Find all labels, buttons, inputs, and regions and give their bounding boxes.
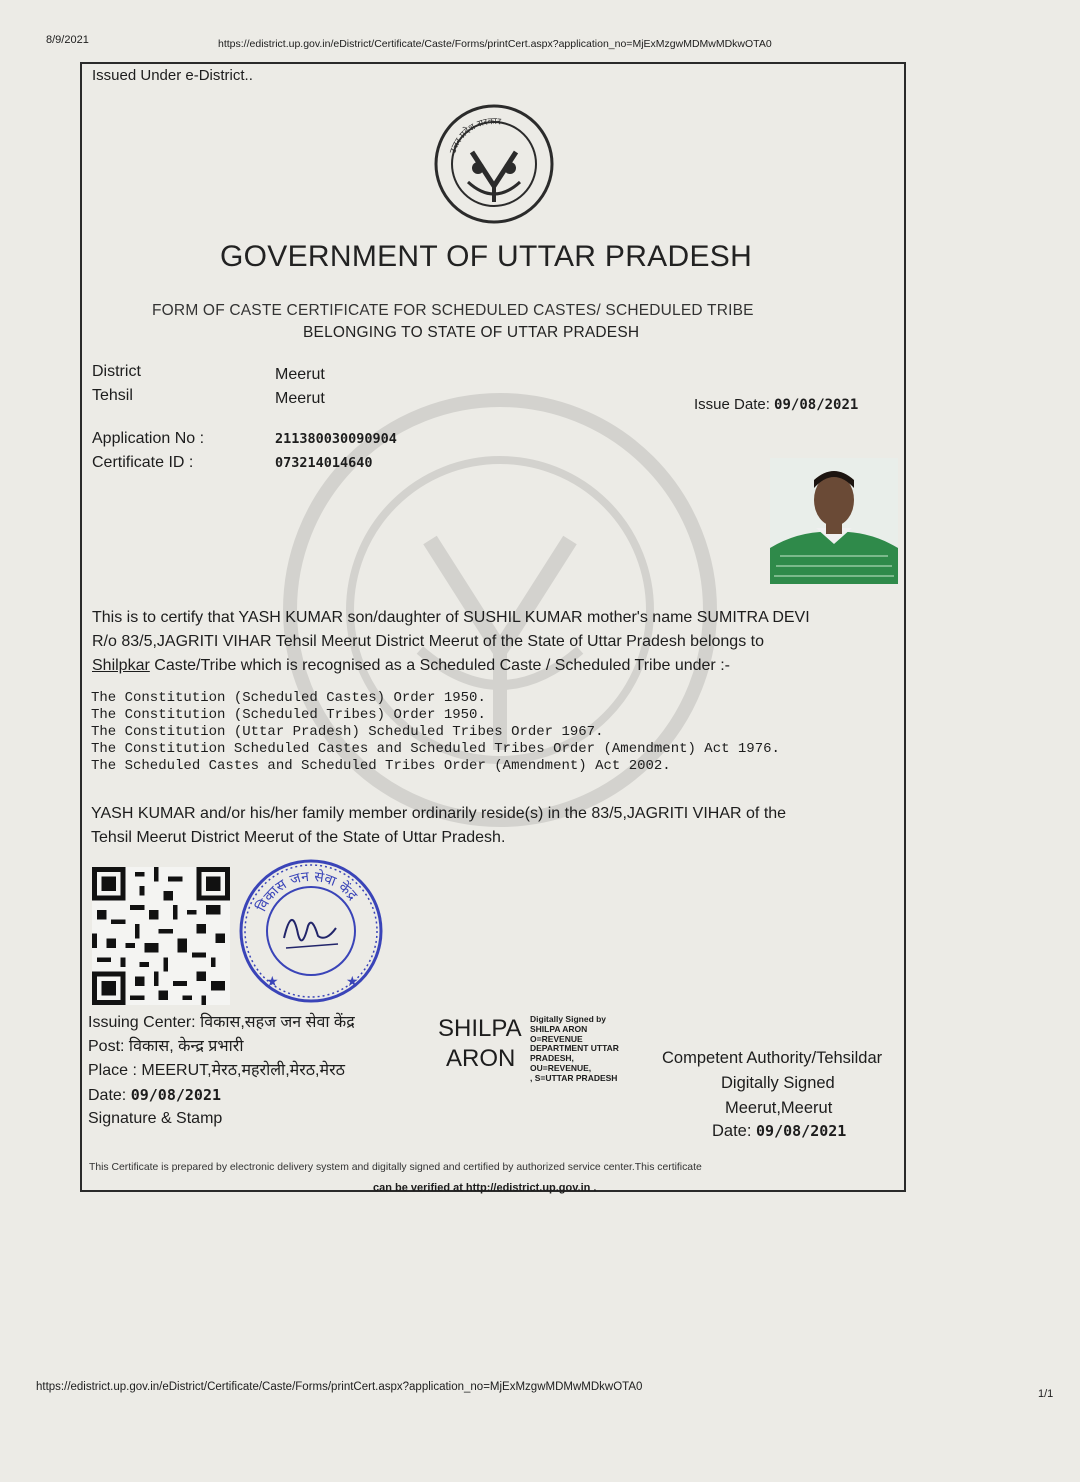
subtitle-line-1: FORM OF CASTE CERTIFICATE FOR SCHEDULED CASTES/ SCHEDULED TRIBE — [152, 302, 754, 319]
district-label: District — [92, 363, 141, 380]
signer-name-line-2: ARON — [446, 1045, 516, 1072]
authority-digitally-signed: Digitally Signed — [721, 1074, 835, 1092]
issuing-post-label: Post: — [88, 1038, 125, 1055]
application-no-value: 211380030090904 — [275, 431, 397, 447]
signature-detail-line: OU=REVENUE, — [530, 1062, 592, 1073]
certify-line-3-rest: Caste/Tribe which is recognised as a Scheduled Caste / Scheduled Tribe under :- — [149, 657, 730, 674]
issue-date — [694, 396, 858, 413]
authority-title: Competent Authority/Tehsildar — [662, 1049, 883, 1067]
applicant-photo — [770, 458, 898, 584]
issuing-post — [88, 1035, 243, 1059]
certificate-id-label: Certificate ID : — [92, 454, 194, 471]
caste-name: Shilpkar — [92, 657, 150, 674]
authority-date-label: Date: — [712, 1122, 752, 1140]
seal-stamp-icon — [236, 856, 386, 1006]
print-url-header: https://edistrict.up.gov.in/eDistrict/Certificate/Caste/Forms/printCert.aspx?application_no=MjExMzgwMDMwMDkwOTA0 — [218, 38, 772, 50]
tehsil-label: Tehsil — [92, 387, 133, 404]
authority-location: Meerut,Meerut — [725, 1099, 833, 1117]
applicant-photo-image — [770, 458, 898, 584]
issuing-place-label: Place : — [88, 1062, 137, 1079]
application-no-label: Application No : — [92, 430, 205, 447]
subtitle-line-2: BELONGING TO STATE OF UTTAR PRADESH — [303, 324, 640, 341]
certify-line-2: R/o 83/5,JAGRITI VIHAR Tehsil Meerut District Meerut of the State of Uttar Pradesh belongs to — [92, 633, 764, 650]
signature-detail-line: SHILPA ARON — [530, 1023, 588, 1034]
issued-under: Issued Under e-District.. — [92, 67, 253, 84]
signature-detail-line: O=REVENUE — [530, 1033, 583, 1044]
signature-detail-line: , S=UTTAR PRADESH — [530, 1072, 618, 1083]
order-item: The Scheduled Castes and Scheduled Tribes Order (Amendment) Act 2002. — [91, 758, 671, 774]
print-url-footer: https://edistrict.up.gov.in/eDistrict/Certificate/Caste/Forms/printCert.aspx?application_no=MjExMzgwMDMwMDkwOTA0 — [36, 1381, 643, 1393]
authority-date — [712, 1119, 846, 1143]
issue-date-value: 09/08/2021 — [774, 397, 859, 413]
issuing-center — [88, 1011, 355, 1035]
issuing-place-value: MEERUT,मेरठ,महरोली,मेरठ,मेरठ — [141, 1062, 345, 1079]
signature-stamp-label: Signature & Stamp — [88, 1110, 223, 1127]
order-item: The Constitution (Scheduled Castes) Order 1950. — [91, 690, 486, 706]
order-item: The Constitution Scheduled Castes and Scheduled Tribes Order (Amendment) Act 1976. — [91, 741, 780, 757]
emblem-text: उत्तर प्रदेश सरकार — [448, 116, 502, 155]
issuing-center-label: Issuing Center: — [88, 1014, 196, 1031]
order-item: The Constitution (Uttar Pradesh) Scheduled Tribes Order 1967. — [91, 724, 604, 740]
svg-text:उत्तर प्रदेश सरकार — [449, 117, 502, 155]
signature-detail-line: PRADESH, — [530, 1053, 574, 1064]
issuing-date-label: Date: — [88, 1087, 127, 1104]
footer-note-line-1: This Certificate is prepared by electronic delivery system and digitally signed and certified by authorized service center.This certificate — [89, 1162, 702, 1173]
qr-code-icon — [92, 866, 230, 1006]
signer-name-line-1: SHILPA — [438, 1015, 522, 1042]
digital-signature-details — [530, 1015, 619, 1084]
certify-line-3 — [92, 654, 730, 678]
order-item: The Constitution (Scheduled Tribes) Order 1950. — [91, 707, 486, 723]
page-title: GOVERNMENT OF UTTAR PRADESH — [220, 240, 753, 273]
svg-text:★: ★ — [266, 974, 279, 990]
issuing-date-value: 09/08/2021 — [130, 1086, 222, 1104]
signature-detail-line: Digitally Signed by — [530, 1014, 607, 1024]
issuing-center-value: विकास,सहज जन सेवा केंद्र — [200, 1014, 355, 1031]
issuing-post-value: विकास, केन्द्र प्रभारी — [128, 1038, 244, 1055]
issuing-date — [88, 1083, 221, 1108]
tehsil-value: Meerut — [275, 390, 325, 407]
print-date: 8/9/2021 — [46, 34, 89, 46]
issuing-place — [88, 1059, 345, 1083]
authority-date-value: 09/08/2021 — [756, 1122, 847, 1140]
up-emblem-icon — [432, 102, 556, 226]
residence-line-1: YASH KUMAR and/or his/her family member ordinarily reside(s) in the 83/5,JAGRITI VIHAR of the — [91, 805, 787, 822]
footer-note-line-2: can be verified at http://edistrict.up.gov.in . — [373, 1182, 597, 1194]
issue-date-label: Issue Date: — [694, 396, 770, 413]
stamp-text: विकास जन सेवा केंद्र — [253, 868, 361, 915]
page-number: 1/1 — [1038, 1388, 1054, 1400]
district-value: Meerut — [275, 366, 325, 383]
signature-detail-line: DEPARTMENT UTTAR — [530, 1043, 619, 1054]
svg-text:★: ★ — [346, 974, 359, 990]
certify-line-1: This is to certify that YASH KUMAR son/daughter of SUSHIL KUMAR mother's name SUMITRA DEVI — [92, 609, 810, 626]
residence-line-2: Tehsil Meerut District Meerut of the State of Uttar Pradesh. — [91, 829, 506, 846]
certificate-id-value: 073214014640 — [275, 455, 373, 471]
